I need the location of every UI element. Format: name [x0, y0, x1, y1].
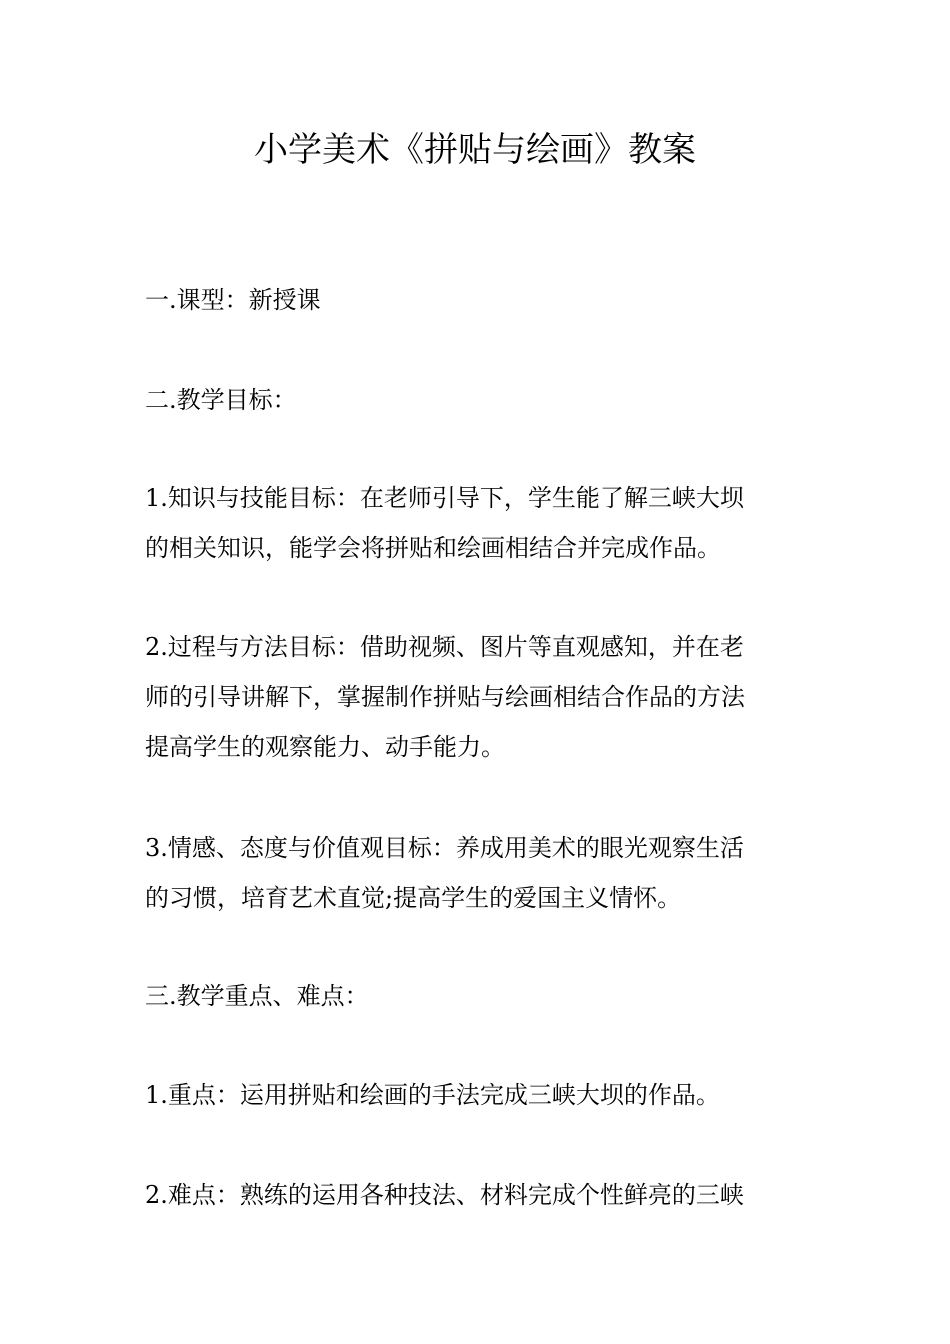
paragraph-teaching-goals-heading — [145, 375, 815, 425]
paragraph-line: 一.课型：新授课 — [145, 286, 321, 314]
paragraph-line: 师的引导讲解下，掌握制作拼贴与绘画相结合作品的方法 — [145, 683, 745, 711]
paragraph-line: 3.情感、态度与价值观目标：养成用美术的眼光观察生活 — [145, 834, 744, 862]
paragraph-line: 的习惯，培育艺术直觉;提高学生的爱国主义情怀。 — [145, 884, 682, 912]
paragraph-line: 1.重点：运用拼贴和绘画的手法完成三峡大坝的作品。 — [145, 1081, 720, 1109]
paragraph-key-difficult-points-heading — [145, 971, 815, 1021]
paragraph-line: 三.教学重点、难点： — [145, 982, 369, 1010]
paragraph-process-method-goal — [145, 622, 815, 772]
paragraph-line: 提高学生的观察能力、动手能力。 — [145, 733, 505, 761]
paragraph-knowledge-skills-goal — [145, 473, 815, 573]
paragraph-lesson-type — [145, 275, 815, 325]
paragraph-difficult-point — [145, 1170, 815, 1220]
paragraph-line: 二.教学目标： — [145, 386, 297, 414]
paragraph-line: 的相关知识，能学会将拼贴和绘画相结合并完成作品。 — [145, 534, 721, 562]
paragraph-emotion-attitude-goal — [145, 823, 815, 923]
document-title: 小学美术《拼贴与绘画》教案 — [254, 130, 696, 170]
paragraph-line: 2.难点：熟练的运用各种技法、材料完成个性鲜亮的三峡 — [145, 1181, 744, 1209]
paragraph-key-point — [145, 1070, 815, 1120]
paragraph-line: 2.过程与方法目标：借助视频、图片等直观感知，并在老 — [145, 633, 744, 661]
paragraph-line: 1.知识与技能目标：在老师引导下，学生能了解三峡大坝 — [145, 484, 744, 512]
